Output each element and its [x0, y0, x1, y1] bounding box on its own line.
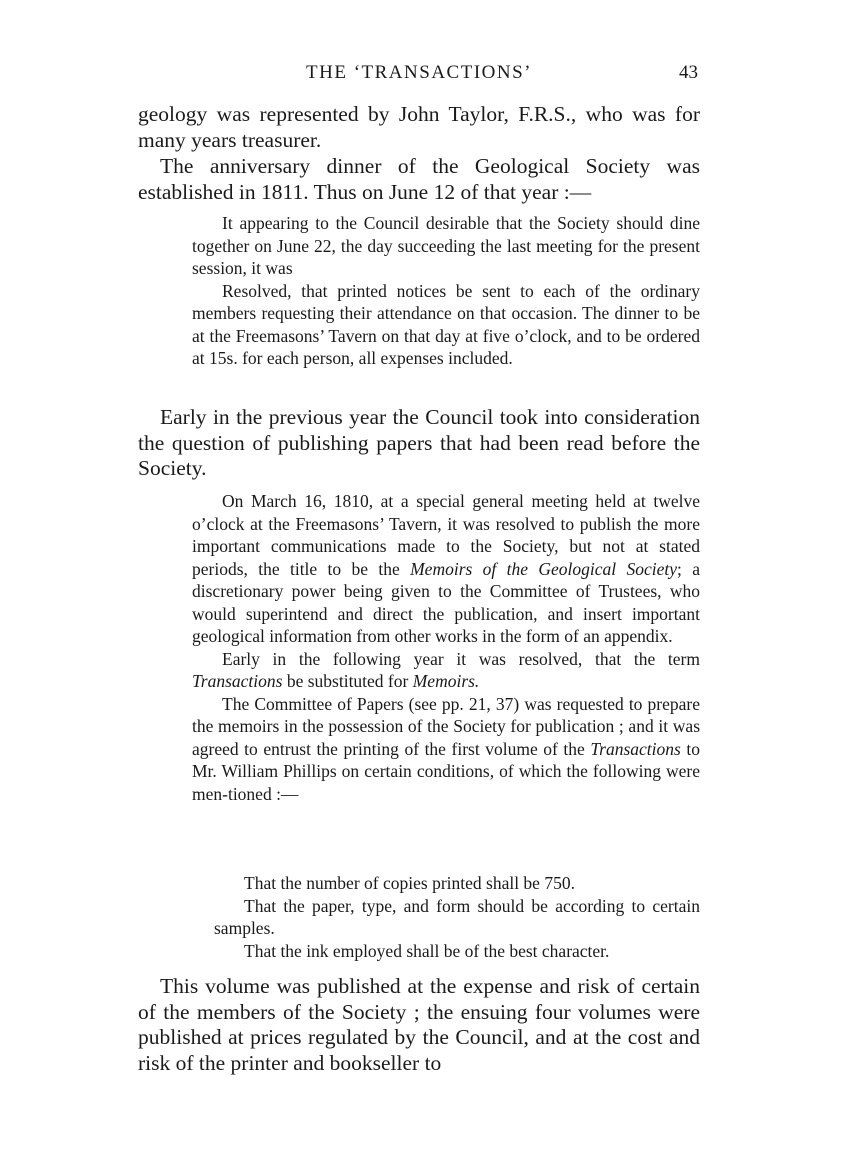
conditions-list — [214, 872, 700, 962]
quotation-paragraph — [192, 648, 700, 693]
text-run: to Mr. William Phillips on certain conditions, of which the following were men-tioned :— — [192, 738, 700, 804]
page-header — [138, 62, 700, 90]
quotation-paragraph — [192, 490, 700, 648]
quotation-paragraph: Resolved, that printed notices be sent to each of the ordinary members requesting their attendance on that occasion. The dinner to be at the Freemasons’ Tavern on that day at five o’clock, and to be ordered at 15s. for each person, all expenses included. — [192, 280, 700, 368]
italic-title: Transactions — [192, 671, 283, 691]
quotation-memoirs-resolution — [192, 490, 700, 805]
page-number: 43 — [679, 62, 698, 83]
condition-item: That the ink employed shall be of the best character. — [244, 940, 610, 961]
text-run: Early in the following year it was resolved, that the term — [222, 648, 700, 669]
paragraph-anniversary-dinner — [138, 154, 700, 205]
text-run: be substituted for — [282, 671, 413, 691]
condition-item: That the paper, type, and form should be according to certain samples. — [214, 895, 700, 938]
paragraph-text: geology was represented by John Taylor, F.R.S., who was for many years treasurer. — [138, 102, 700, 152]
text-run: ; a discretionary power being given to the Committee of Trustees, who would superintend and direct the publication, and insert important geological information from other works in the form of an appendix. — [192, 558, 700, 646]
italic-title: Memoirs of the Geological Society — [410, 558, 678, 579]
paragraph-volume-publication — [138, 974, 700, 1076]
paragraph-geology-taylor — [138, 102, 700, 153]
paragraph-text: The anniversary dinner of the Geological Society was established in 1811. Thus on June 12 of that year :— — [138, 154, 700, 204]
text-run: The Committee of Papers (see pp. 21, 37) was requested to prepare the memoirs in the possession of the Society for publication ; and it was agreed to entrust the printing of the first volume of the — [192, 693, 700, 759]
text-run: On March 16, 1810, at a special general meeting held at twelve o’clock at the Freemasons’ Tavern, it was resolved to publish the more important communications made to the Society, but not at stated periods, the title to be the — [192, 491, 700, 579]
quotation-paragraph: It appearing to the Council desirable that the Society should dine together on June 22, the day succeeding the last meeting for the present session, it was — [192, 213, 700, 278]
italic-title: Memoirs. — [412, 671, 480, 691]
paragraph-publishing-question — [138, 405, 700, 482]
paragraph-text: This volume was published at the expense and risk of certain of the members of the Society ; the ensuing four volumes were published at prices regulated by the Council, and at the cost and risk of the printer and bookseller to — [138, 974, 700, 1075]
paragraph-text: Early in the previous year the Council took into consideration the question of publishing papers that had been read before the Society. — [138, 405, 700, 480]
quotation-council-dinner — [192, 212, 700, 370]
quotation-paragraph — [192, 693, 700, 806]
italic-title: Transactions — [590, 738, 681, 759]
condition-item: That the number of copies printed shall be 750. — [244, 873, 575, 893]
running-title: THE ‘TRANSACTIONS’ — [306, 62, 532, 83]
